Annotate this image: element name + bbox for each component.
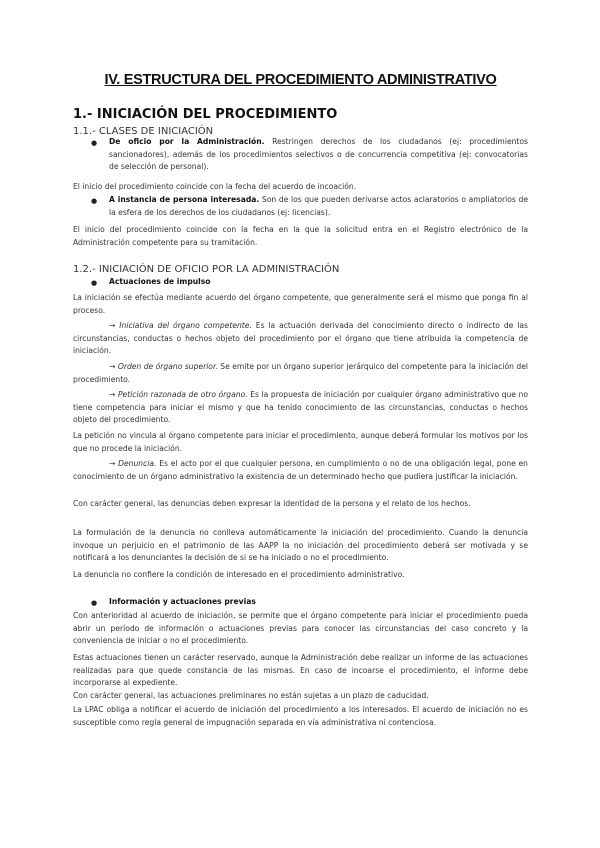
arrow-item [73, 458, 528, 483]
arrow-text: Se emite por un órgano superior jerárquico del competente para la iniciación del procedimiento. [73, 362, 528, 384]
bullet-text: Restringen derechos de los ciudadanos (ej: procedimientos sancionadores), además de los procedimientos selectivos o de concurrencia competitiva (ej: convocatorias de selección de personal). [109, 137, 529, 171]
arrow-text: Es la actuación derivada del conocimiento directo o indirecto de las circunstancias, conductas o hechos objeto del procedimiento por el órgano que tiene atribuida la competencia de iniciación. [73, 321, 528, 355]
bullet-heading: Actuaciones de impulso [109, 277, 211, 286]
bullet-lead: De oficio por la Administración. [109, 137, 265, 146]
bullet-icon: ● [91, 139, 98, 147]
section-heading: 1.- INICIACIÓN DEL PROCEDIMIENTO [73, 107, 338, 122]
paragraph: Con anterioridad al acuerdo de iniciación, se permite que el órgano competente para iniciar el procedimiento pueda abrir un período de información o actuaciones previas para conocer las circunstancias del caso concreto y la conveniencia de iniciar o no el procedimiento. [73, 611, 528, 645]
arrow-icon: → [109, 390, 116, 399]
arrow-text: Es el acto por el que cualquier persona, en cumplimiento o no de una obligación legal, pone en conocimiento de un órgano administrativo la existencia de un determinado hecho que pudiera justificar la iniciación. [73, 459, 528, 481]
paragraph: La formulación de la denuncia no conlleva automáticamente la iniciación del procedimiento. Cuando la denuncia invoque un perjuicio en el patrimonio de las AAPP la no iniciación del procedimiento deberá ser motivada y se notificará a los denunciantes la decisión de si se ha iniciado o no el procedimiento. [73, 528, 528, 562]
bullet-lead: A instancia de persona interesada. [109, 195, 260, 204]
paragraph: El inicio del procedimiento coincide con la fecha del acuerdo de incoación. [73, 182, 357, 191]
arrow-lead: Petición razonada de otro órgano. [117, 390, 248, 399]
arrow-lead: Iniciativa del órgano competente. [119, 321, 252, 330]
bullet-heading: Información y actuaciones previas [109, 597, 256, 606]
paragraph: Con carácter general, las denuncias deben expresar la identidad de la persona y el relato de los hechos. [73, 499, 471, 508]
paragraph: La iniciación se efectúa mediante acuerdo del órgano competente, que generalmente será el mismo que ponga fin al proceso. [73, 293, 528, 315]
paragraph: El inicio del procedimiento coincide con la fecha en la que la solicitud entra en el Registro electrónico de la Administración competente para su tramitación. [73, 225, 528, 247]
arrow-item [73, 320, 528, 358]
paragraph: Estas actuaciones tienen un carácter reservado, aunque la Administración debe realizar un informe de las actuaciones realizadas para que quede constancia de las mismas. En caso de incoarse el procedimiento, el informe debe incorporarse al expediente. [73, 653, 528, 687]
subsection-heading: 1.1.- CLASES DE INICIACIÓN [73, 126, 214, 137]
arrow-icon: → [109, 362, 116, 371]
arrow-lead: Orden de órgano superior. [117, 362, 218, 371]
bullet-icon: ● [91, 197, 98, 205]
bullet-icon: ● [91, 599, 98, 607]
arrow-icon: → [109, 459, 116, 468]
arrow-icon: → [109, 321, 116, 330]
document-title: IV. ESTRUCTURA DEL PROCEDIMIENTO ADMINISTRATIVO [104, 72, 497, 88]
bullet-icon: ● [91, 279, 98, 287]
arrow-lead: Denuncia. [118, 459, 157, 468]
bullet-item [109, 194, 528, 219]
bullet-text: Son de los que pueden derivarse actos aclaratorios o ampliatorios de la esfera de los derechos de los ciudadanos (ej: licencias). [109, 195, 528, 217]
bullet-item [109, 136, 528, 174]
subsection-heading: 1.2.- INICIACIÓN DE OFICIO POR LA ADMINISTRACIÓN [73, 264, 340, 275]
arrow-text: Es la propuesta de iniciación por cualquier órgano administrativo que no tiene competencia para iniciar el mismo y que ha tenido conocimiento de las circunstancias, conductas o hechos objeto del procedimiento. [73, 390, 528, 424]
arrow-item [73, 389, 528, 427]
paragraph: Con carácter general, las actuaciones preliminares no están sujetas a un plazo de caducidad. [73, 691, 429, 700]
arrow-item [73, 361, 528, 386]
paragraph: La LPAC obliga a notificar el acuerdo de iniciación del procedimiento a los interesados. El acuerdo de iniciación no es susceptible como regla general de impugnación separada en vía administrativa ni contenciosa. [73, 705, 528, 727]
paragraph: La petición no vincula al órgano competente para iniciar el procedimiento, aunque deberá formular los motivos por los que no procede la iniciación. [73, 431, 528, 453]
paragraph: La denuncia no confiere la condición de interesado en el procedimiento administrativo. [73, 570, 405, 579]
